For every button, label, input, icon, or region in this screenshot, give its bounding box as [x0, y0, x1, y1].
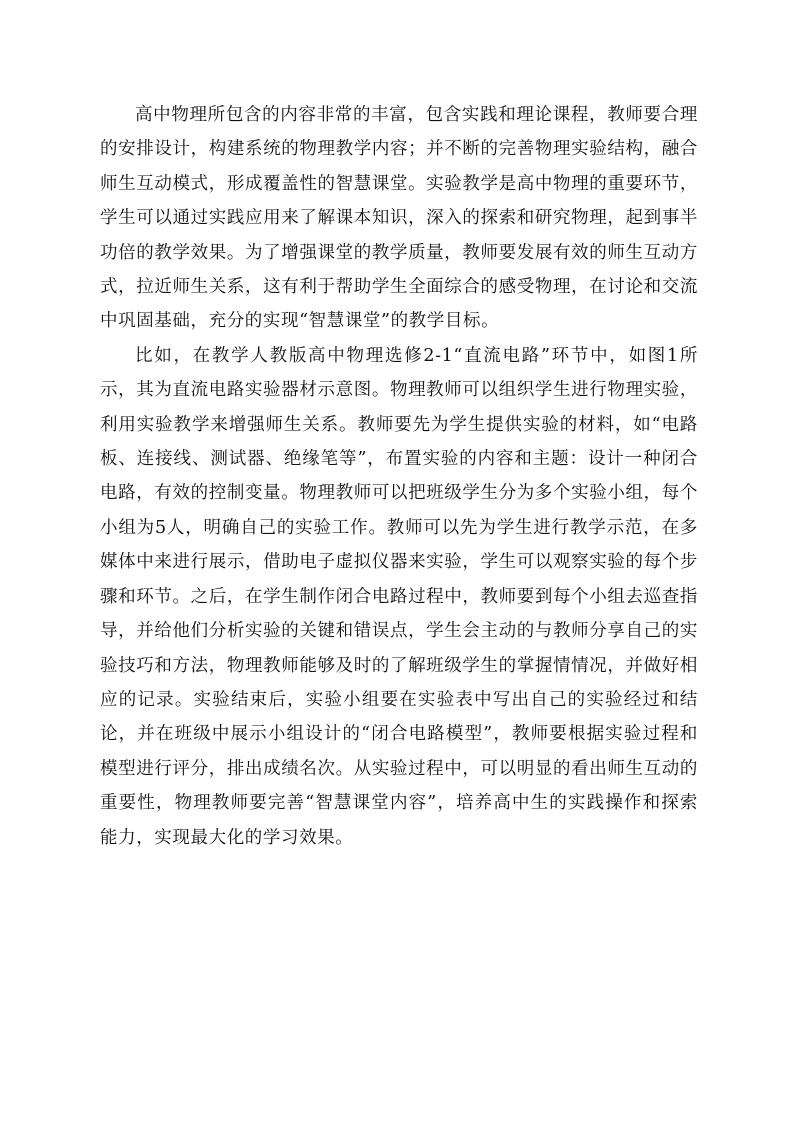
- paragraph-example: 比如，在教学人教版高中物理选修2-1“直流电路”环节中，如图1所示，其为直流电路实验器材示意图。物理教师可以组织学生进行物理实验，利用实验教学来增强师生关系。教师要先为学生提供实验的材料，如“电路板、连接线、测试器、绝缘笔等”，布置实验的内容和主题：设计一种闭合电路，有效的控制变量。物理教师可以把班级学生分为多个实验小组，每个小组为5人，明确自己的实验工作。教师可以先为学生进行教学示范，在多媒体中来进行展示，借助电子虚拟仪器来实验，学生可以观察实验的每个步骤和环节。之后，在学生制作闭合电路过程中，教师要到每个小组去巡查指导，并给他们分析实验的关键和错误点，学生会主动的与教师分享自己的实验技巧和方法，物理教师能够及时的了解班级学生的掌握情情况，并做好相应的记录。实验结束后，实验小组要在实验表中写出自己的实验经过和结论，并在班级中展示小组设计的“闭合电路模型”，教师要根据实验过程和模型进行评分，排出成绩名次。从实验过程中，可以明显的看出师生互动的重要性，物理教师要完善“智慧课堂内容”，培养高中生的实践操作和探索能力，实现最大化的学习效果。: [100, 345, 698, 848]
- document-body: [100, 98, 698, 855]
- paragraph-intro: 高中物理所包含的内容非常的丰富，包含实践和理论课程，教师要合理的安排设计，构建系统的物理教学内容；并不断的完善物理实验结构，融合师生互动模式，形成覆盖性的智慧课堂。实验教学是高中物理的重要环节，学生可以通过实践应用来了解课本知识，深入的探索和研究物理，起到事半功倍的教学效果。为了增强课堂的教学质量，教师要发展有效的师生互动方式，拉近师生关系，这有利于帮助学生全面综合的感受物理，在讨论和交流中巩固基础，充分的实现“智慧课堂”的教学目标。: [100, 105, 698, 332]
